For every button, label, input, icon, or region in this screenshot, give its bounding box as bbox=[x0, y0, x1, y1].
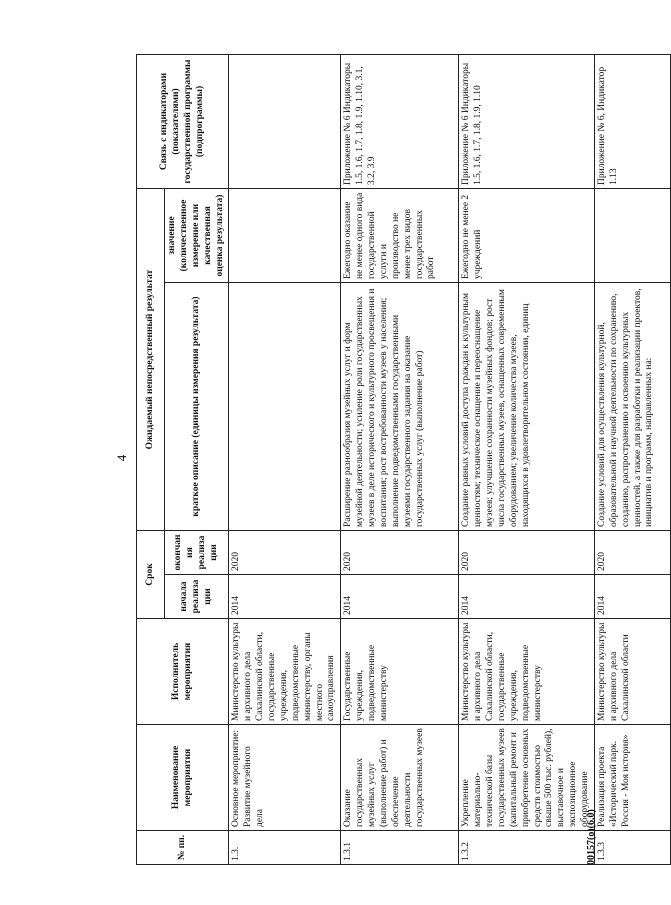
cell-executor: Государственные учреждения, подведомственные министерству bbox=[341, 619, 459, 725]
cell-desc: Расширение разнообразия музейных услуг и форм музейной деятельности; усиление роли государственных музеев в деле исторического и культурного просвещения и воспитания; рост востребованности музеев у населения; выполнение подведомственными государственными музеями государственного задания на оказание государственных услуг (выполнение работ) bbox=[341, 283, 459, 531]
cell-link: Приложение № 6 Индикаторы 1.5, 1.6, 1.7, 1.8, 1.9, 1.10, 3.1, 3.2, 3.9 bbox=[341, 55, 459, 189]
program-activities-table bbox=[136, 54, 671, 865]
header-term-start: начала реализации bbox=[165, 575, 229, 619]
table-header-row bbox=[137, 55, 165, 865]
cell-name: Укрепление материально-технической базы государственных музеев (капитальный ремонт и приобретение основных средств стоимостью свыше 500 тыс. рублей), выставочное и экспозиционное оборудование bbox=[459, 725, 595, 831]
header-result: Ожидаемый непосредственный результат bbox=[137, 189, 165, 531]
cell-value bbox=[229, 189, 341, 283]
table-row bbox=[229, 55, 341, 865]
cell-end: 2020 bbox=[594, 531, 670, 575]
cell-num: 1.3. bbox=[229, 831, 341, 865]
header-num: № пп. bbox=[137, 831, 229, 865]
header-name: Наименование мероприятия bbox=[137, 725, 229, 831]
cell-name: Основное мероприятие: Развитие музейного дела bbox=[229, 725, 341, 831]
header-executor: Исполнитель мероприятия bbox=[137, 619, 229, 725]
cell-value: Ежегодно оказание не менее одного вида государственной услуги и производство не менее трех видов государственных работ bbox=[341, 189, 459, 283]
header-result-desc: краткое описание (единицы измерения результата) bbox=[165, 283, 229, 531]
header-link: Связь с индикаторами (показателями) государственной программы (подпрограммы) bbox=[137, 55, 229, 189]
cell-num: 1.3.2 bbox=[459, 831, 595, 865]
cell-value bbox=[594, 189, 670, 283]
document-code: 00157(o)(6.0) bbox=[586, 809, 597, 865]
cell-num: 1.3.1 bbox=[341, 831, 459, 865]
cell-desc bbox=[229, 283, 341, 531]
cell-start: 2014 bbox=[229, 575, 341, 619]
landscape-sheet bbox=[114, 55, 655, 865]
cell-name: Оказание государственных музейных услуг (выполнение работ) и обеспечение деятельности государственных музеев bbox=[341, 725, 459, 831]
table-row bbox=[459, 55, 595, 865]
cell-link: Приложение № 6 Индикаторы 1.5, 1.6, 1.7, 1.8, 1.9, 1.10 bbox=[459, 55, 595, 189]
cell-link: Приложение № 6, Индикатор 1.13 bbox=[594, 55, 670, 189]
page-number: 4 bbox=[114, 454, 129, 462]
table-row bbox=[341, 55, 459, 865]
cell-start: 2014 bbox=[459, 575, 595, 619]
cell-num: 1.3.3 bbox=[594, 831, 670, 865]
cell-value: Ежегодно не менее 2 учреждений bbox=[459, 189, 595, 283]
header-term-end: окончания реализации bbox=[165, 531, 229, 575]
cell-end: 2020 bbox=[229, 531, 341, 575]
cell-executor: Министерство культуры и архивного дела Сахалинской области bbox=[594, 619, 670, 725]
cell-end: 2020 bbox=[341, 531, 459, 575]
header-term: Срок bbox=[137, 531, 165, 619]
cell-link bbox=[229, 55, 341, 189]
cell-executor: Министерство культуры и архивного дела Сахалинской области, государственные учреждения, подведомственные министерству, органы местного самоуправления bbox=[229, 619, 341, 725]
header-result-value: значение (количественное измерение или качественная оценка результата) bbox=[165, 189, 229, 283]
cell-desc: Создание условий для осуществления культурной, образовательной и научной деятельности по сохранению, созданию, распространению и освоению культурных ценностей, а также для разработки и реализации проектов, инициатив и программ, направленных на: bbox=[594, 283, 670, 531]
cell-end: 2020 bbox=[459, 531, 595, 575]
table-row bbox=[594, 55, 670, 865]
cell-executor: Министерство культуры и архивного дела Сахалинской области, государственные учреждения, подведомственные министерству bbox=[459, 619, 595, 725]
cell-start: 2014 bbox=[341, 575, 459, 619]
cell-desc: Создание равных условий доступа граждан к культурным ценностям; техническое оснащение и переоснащение музеев; улучшение сохранности музейных фондов; рост числа государственных музеев, оснащенных современным оборудованием; увеличение количества музеев, находящихся в удовлетворительном состоянии, единиц bbox=[459, 283, 595, 531]
cell-start: 2014 bbox=[594, 575, 670, 619]
cell-name: Реализация проекта «Исторический парк. Россия - Моя история» bbox=[594, 725, 670, 831]
